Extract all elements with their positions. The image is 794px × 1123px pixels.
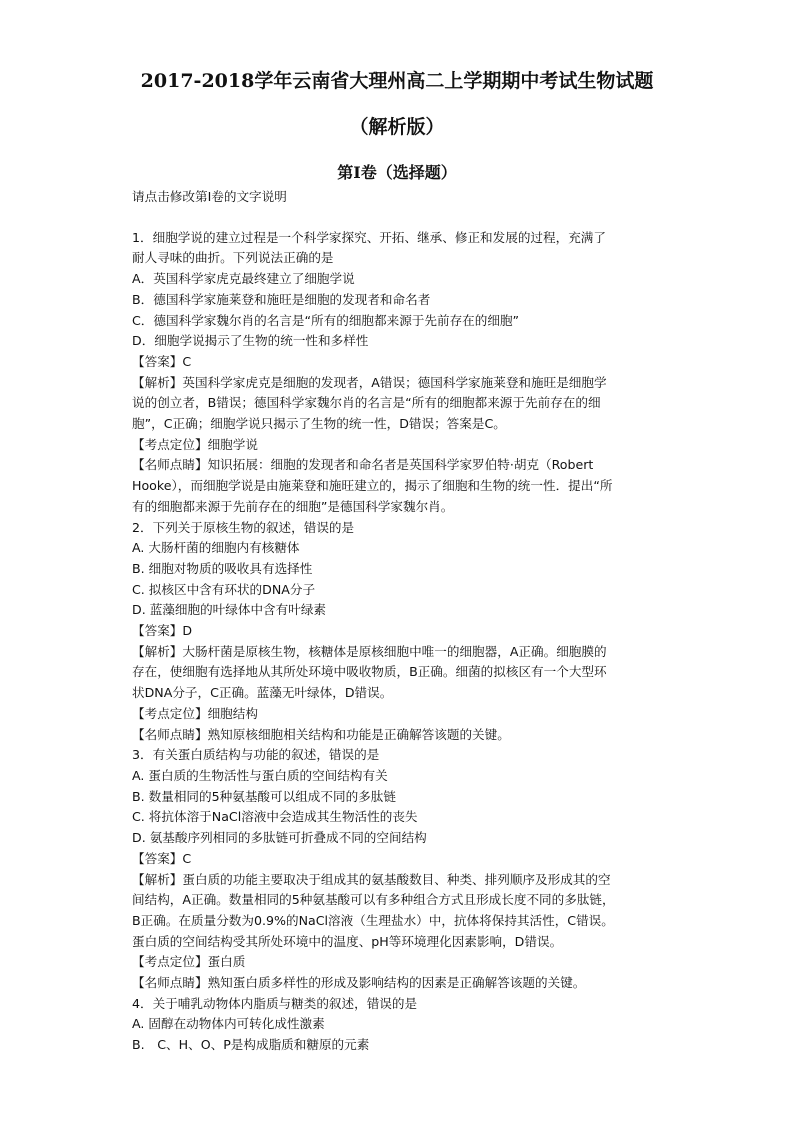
q3-option-d: D. 氨基酸序列相同的多肽链可折叠成不同的空间结构 xyxy=(132,830,427,846)
q2-option-b: B. 细胞对物质的吸收具有选择性 xyxy=(132,560,313,576)
q3-option-a: A. 蛋白质的生物活性与蛋白质的空间结构有关 xyxy=(132,767,388,783)
q2-analysis: 【解析】大肠杆菌是原核生物，核糖体是原核细胞中唯一的细胞器，A正确。细胞膜的 xyxy=(132,643,607,659)
q2-analysis: 存在，使细胞有选择地从其所处环境中吸收物质，B正确。细菌的拟核区有一个大型环 xyxy=(132,664,607,680)
q3-analysis: B正确。在质量分数为0.9%的NaCl溶液（生理盐水）中，抗体将保持其活性，C错误。 xyxy=(132,912,614,928)
section-title: 第I卷（选择题） xyxy=(337,163,457,182)
q3-option-b: B. 数量相同的5种氨基酸可以组成不同的多肽链 xyxy=(132,788,396,804)
q1-comment: 【名师点睛】知识拓展：细胞的发现者和命名者是英国科学家罗伯特·胡克（Robert xyxy=(132,457,594,473)
q1-analysis: 说的创立者，B错误；德国科学家魏尔肖的名言是“所有的细胞都来源于先前存在的细 xyxy=(132,395,601,411)
q2-option-a: A. 大肠杆菌的细胞内有核糖体 xyxy=(132,540,300,556)
q2-comment: 【名师点睛】熟知原核细胞相关结构和功能是正确解答该题的关键。 xyxy=(132,726,510,742)
q4-option-a: A. 固醇在动物体内可转化成性激素 xyxy=(132,1016,325,1032)
q1-analysis: 【解析】英国科学家虎克是细胞的发现者，A错误；德国科学家施莱登和施旺是细胞学 xyxy=(132,374,607,390)
q1-stem: 耐人寻味的曲折。下列说法正确的是 xyxy=(132,250,334,266)
q1-option-b: B．德国科学家施莱登和施旺是细胞的发现者和命名者 xyxy=(132,291,431,307)
q1-option-d: D．细胞学说揭示了生物的统一性和多样性 xyxy=(132,333,369,349)
document-subtitle: （解析版） xyxy=(349,116,445,138)
q1-analysis: 胞”，C正确；细胞学说只揭示了生物的统一性，D错误；答案是C。 xyxy=(132,416,506,432)
q1-stem: 1．细胞学说的建立过程是一个科学家探究、开拓、继承、修正和发展的过程，充满了 xyxy=(132,229,606,245)
q3-comment: 【名师点睛】熟知蛋白质多样性的形成及影响结构的因素是正确解答该题的关键。 xyxy=(132,975,586,991)
q1-option-a: A．英国科学家虎克最终建立了细胞学说 xyxy=(132,271,355,287)
q3-option-c: C. 将抗体溶于NaCl溶液中会造成其生物活性的丧失 xyxy=(132,809,418,825)
q3-analysis: 蛋白质的空间结构受其所处环境中的温度、pH等环境理化因素影响，D错误。 xyxy=(132,933,563,949)
document-body xyxy=(132,187,668,1056)
q3-stem: 3．有关蛋白质结构与功能的叙述，错误的是 xyxy=(132,747,380,763)
q1-answer: 【答案】C xyxy=(132,353,192,369)
instruction-text: 请点击修改第I卷的文字说明 xyxy=(132,189,287,204)
document-title: 2017-2018学年云南省大理州高二上学期期中考试生物试题 xyxy=(140,70,654,92)
q3-analysis: 间结构，A正确。数量相同的5种氨基酸可以有多种组合方式且形成长度不同的多肽链， xyxy=(132,892,615,908)
q2-option-c: C. 拟核区中含有环状的DNA分子 xyxy=(132,581,316,597)
q3-answer: 【答案】C xyxy=(132,850,192,866)
q3-analysis: 【解析】蛋白质的功能主要取决于组成其的氨基酸数目、种类、排列顺序及形成其的空 xyxy=(132,871,611,887)
q2-analysis: 状DNA分子，C正确。蓝藻无叶绿体，D错误。 xyxy=(132,685,393,701)
q2-topic: 【考点定位】细胞结构 xyxy=(132,705,258,721)
q2-answer: 【答案】D xyxy=(132,623,193,639)
q4-option-b: B. C、H、O、P是构成脂质和糖原的元素 xyxy=(132,1037,370,1053)
q1-topic: 【考点定位】细胞学说 xyxy=(132,436,258,452)
q1-comment: Hooke），而细胞学说是由施莱登和施旺建立的，揭示了细胞和生物的统一性．提出“所 xyxy=(132,478,613,494)
q2-option-d: D. 蓝藻细胞的叶绿体中含有叶绿素 xyxy=(132,602,327,618)
q3-topic: 【考点定位】蛋白质 xyxy=(132,954,246,970)
q4-stem: 4．关于哺乳动物体内脂质与糖类的叙述，错误的是 xyxy=(132,995,418,1011)
blank-line xyxy=(132,208,668,228)
q1-comment: 有的细胞都来源于先前存在的细胞”是德国科学家魏尔肖。 xyxy=(132,498,454,514)
q2-stem: 2．下列关于原核生物的叙述，错误的是 xyxy=(132,519,355,535)
q1-option-c: C．德国科学家魏尔肖的名言是“所有的细胞都来源于先前存在的细胞” xyxy=(132,312,520,328)
